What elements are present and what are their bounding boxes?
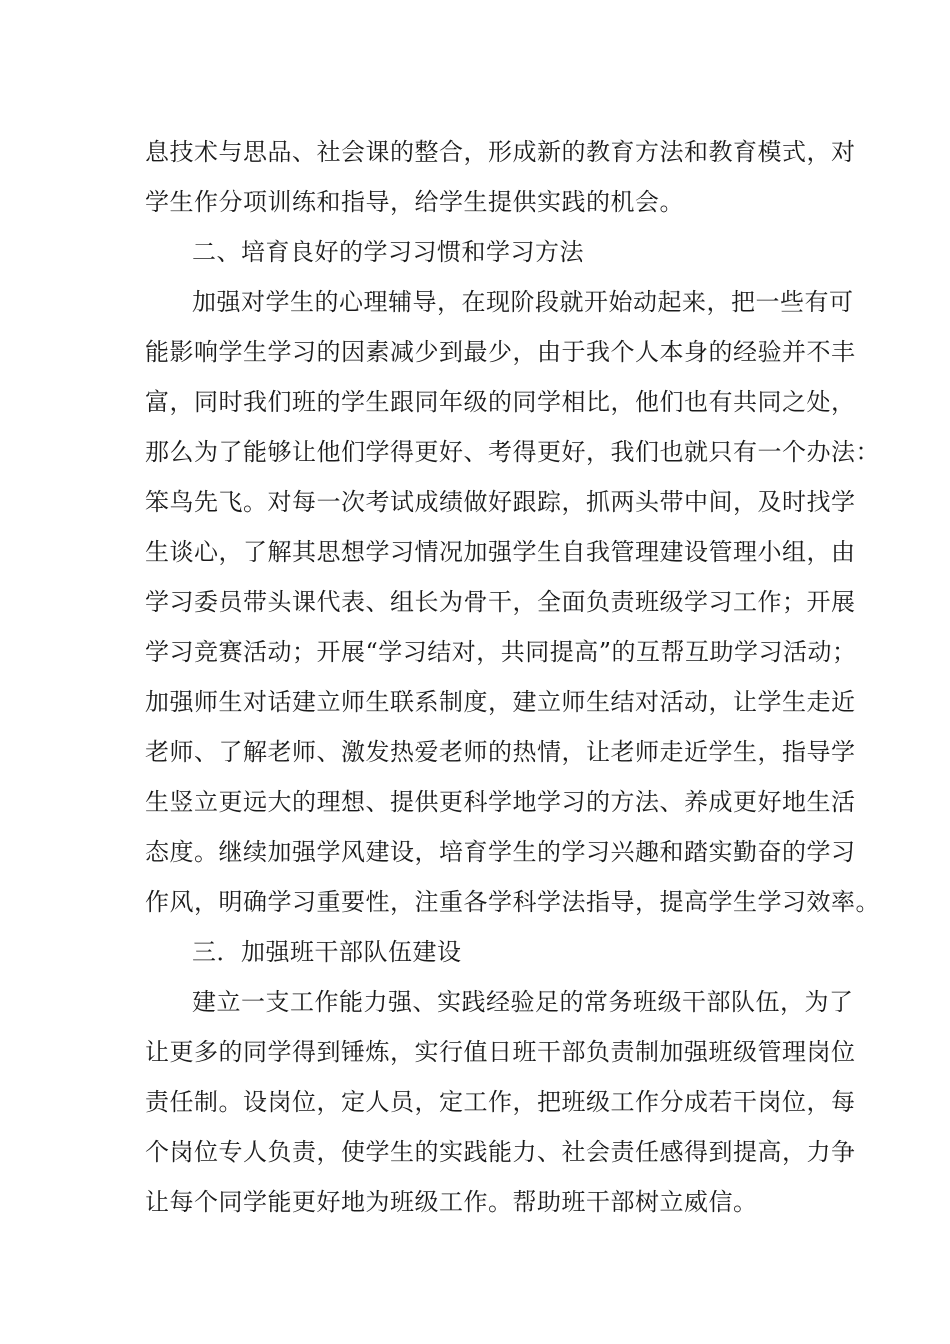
text-line: 学习竞赛活动；开展“学习结对，共同提高”的互帮互助学习活动； bbox=[145, 638, 857, 666]
text-line: 作风，明确学习重要性，注重各学科学法指导，提高学生学习效率。 bbox=[145, 888, 880, 916]
section-heading: 三．加强班干部队伍建设 bbox=[192, 938, 462, 966]
text-line: 责任制。设岗位，定人员，定工作，把班级工作分成若干岗位，每 bbox=[145, 1088, 856, 1116]
text-line: 建立一支工作能力强、实践经验足的常务班级干部队伍，为了 bbox=[192, 988, 854, 1016]
text-line: 生谈心，了解其思想学习情况加强学生自我管理建设管理小组，由 bbox=[145, 538, 856, 566]
text-line: 息技术与思品、社会课的整合，形成新的教育方法和教育模式，对 bbox=[145, 138, 856, 166]
text-line: 笨鸟先飞。对每一次考试成绩做好跟踪，抓两头带中间，及时找学 bbox=[145, 488, 856, 516]
text-line: 态度。继续加强学风建设，培育学生的学习兴趣和踏实勤奋的学习 bbox=[145, 838, 856, 866]
text-line: 加强师生对话建立师生联系制度，建立师生结对活动，让学生走近 bbox=[145, 688, 856, 716]
text-line: 学生作分项训练和指导，给学生提供实践的机会。 bbox=[145, 188, 684, 216]
text-line: 生竖立更远大的理想、提供更科学地学习的方法、养成更好地生活 bbox=[145, 788, 856, 816]
text-line: 加强对学生的心理辅导，在现阶段就开始动起来，把一些有可 bbox=[192, 288, 854, 316]
text-line: 富，同时我们班的学生跟同年级的同学相比，他们也有共同之处， bbox=[145, 388, 856, 416]
text-line: 个岗位专人负责，使学生的实践能力、社会责任感得到提高，力争 bbox=[145, 1138, 856, 1166]
text-line: 让更多的同学得到锤炼，实行值日班干部负责制加强班级管理岗位 bbox=[145, 1038, 856, 1066]
text-line: 让每个同学能更好地为班级工作。帮助班干部树立威信。 bbox=[145, 1188, 758, 1216]
text-line: 能影响学生学习的因素减少到最少，由于我个人本身的经验并不丰 bbox=[145, 338, 856, 366]
text-line: 那么为了能够让他们学得更好、考得更好，我们也就只有一个办法： bbox=[145, 438, 880, 466]
text-line: 老师、了解老师、激发热爱老师的热情，让老师走近学生，指导学 bbox=[145, 738, 856, 766]
section-heading: 二、培育良好的学习习惯和学习方法 bbox=[192, 238, 584, 266]
text-line: 学习委员带头课代表、组长为骨干，全面负责班级学习工作；开展 bbox=[145, 588, 856, 616]
